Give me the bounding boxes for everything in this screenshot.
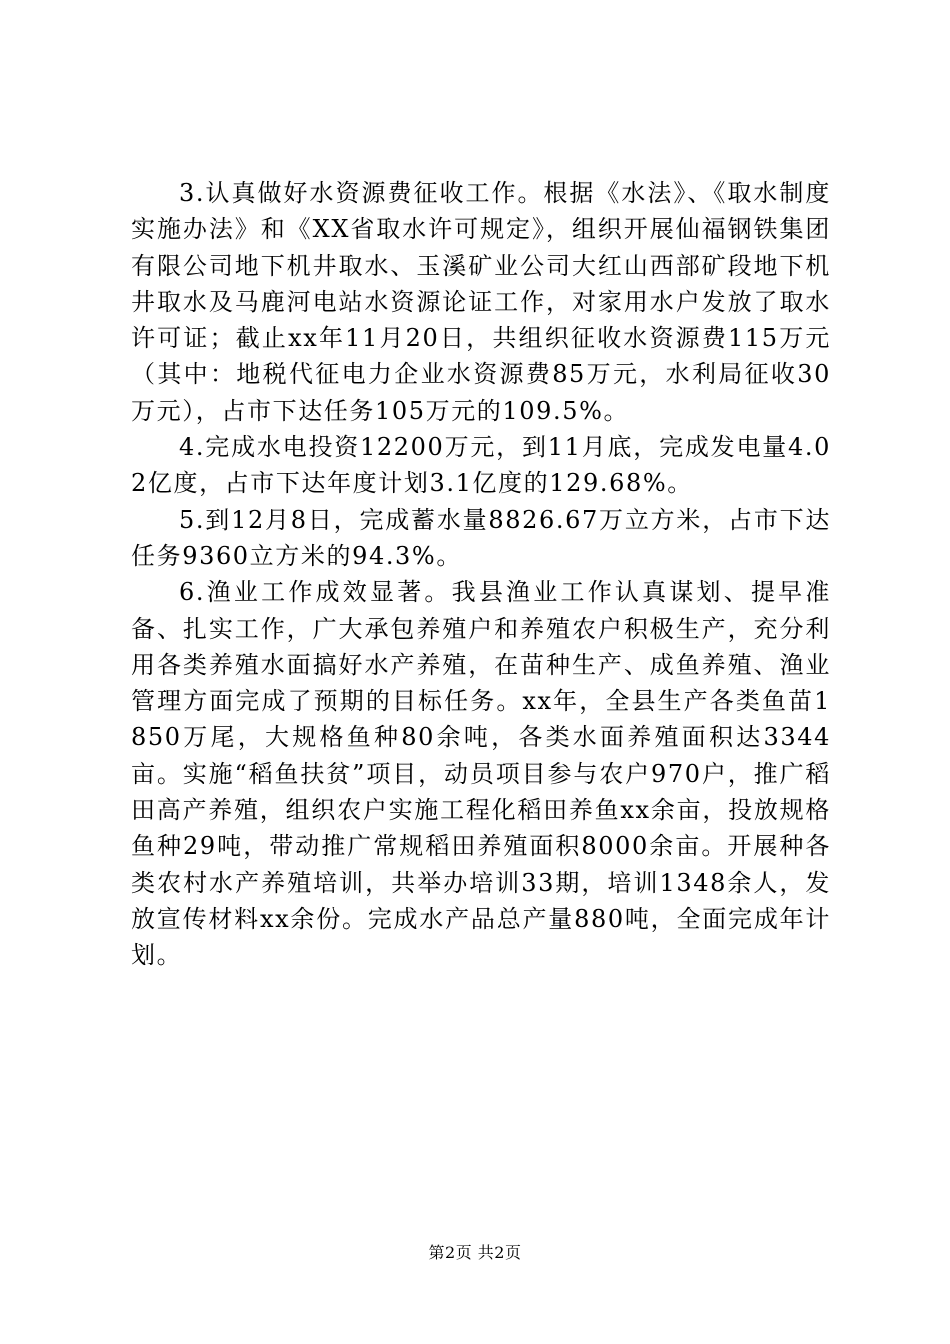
paragraph-hydropower: 4.完成水电投资12200万元，到11月底，完成发电量4.02亿度，占市下达年度计划3.1亿度的129.68%。 <box>131 433 831 498</box>
paragraph-water-storage: 5.到12月8日，完成蓄水量8826.67万立方米，占市下达任务9360立方米的94.3%。 <box>131 505 831 570</box>
document-body <box>131 175 831 974</box>
page-footer: 第2页 共2页 <box>428 1243 522 1262</box>
paragraph-water-fee: 3.认真做好水资源费征收工作。根据《水法》、《取水制度实施办法》和《XX省取水许可规定》，组织开展仙福钢铁集团有限公司地下机井取水、玉溪矿业公司大红山西部矿段地下机井取水及马鹿河电站水资源论证工作，对家用水户发放了取水许可证；截止xx年11月20日，共组织征收水资源费115万元（其中：地税代征电力企业水资源费85万元，水利局征收30万元），占市下达任务105万元的109.5%。 <box>131 179 831 425</box>
paragraph-fishery: 6.渔业工作成效显著。我县渔业工作认真谋划、提早准备、扎实工作，广大承包养殖户和养殖农户积极生产，充分利用各类养殖水面搞好水产养殖，在苗种生产、成鱼养殖、渔业管理方面完成了预期的目标任务。xx年，全县生产各类鱼苗1850万尾，大规格鱼种80余吨，各类水面养殖面积达3344亩。实施“稻鱼扶贫”项目，动员项目参与农户970户，推广稻田高产养殖，组织农户实施工程化稻田养鱼xx余亩，投放规格鱼种29吨，带动推广常规稻田养殖面积8000余亩。开展种各类农村水产养殖培训，共举办培训33期，培训1348余人，发放宣传材料xx余份。完成水产品总产量880吨，全面完成年计划。 <box>131 578 831 970</box>
